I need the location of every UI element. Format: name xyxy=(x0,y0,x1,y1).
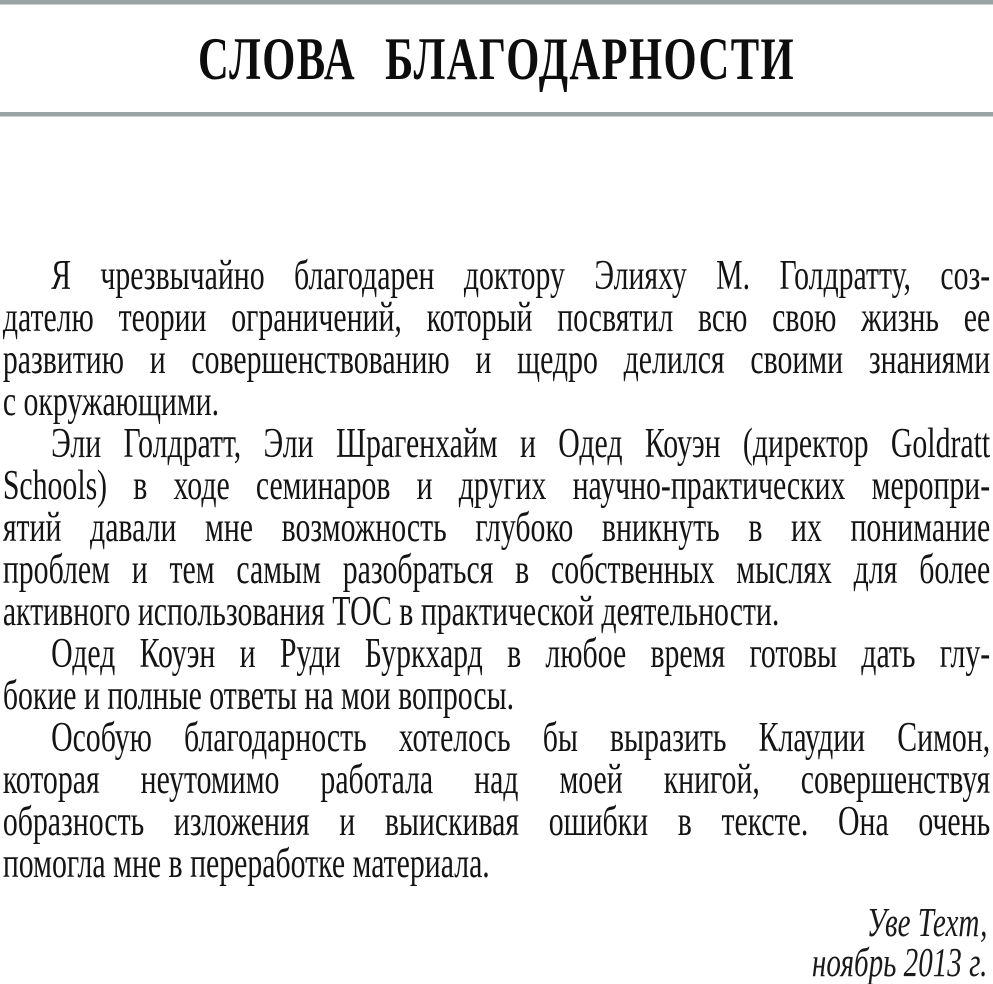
text-line: с окружающими. xyxy=(2,379,220,425)
signature-date: ноябрь 2013 г. xyxy=(811,939,988,984)
body-text xyxy=(0,255,993,885)
text-line: помогла мне в переработке материала. xyxy=(2,841,490,887)
text-line: ятий давали мне возможность глубоко вникнуть в их понимание xyxy=(2,505,991,551)
signature-author: Уве Техт, xyxy=(866,899,988,945)
signature xyxy=(0,899,993,984)
text-line: Особую благодарность хотелось бы выразить Клаудии Симон, xyxy=(51,715,991,761)
text-line: которая неутомимо работала над моей книгой, совершенствуя xyxy=(2,757,991,803)
header-rule-bottom xyxy=(0,112,993,117)
text-line: Одед Коуэн и Руди Буркхард в любое время готовы дать глу- xyxy=(51,631,991,677)
text-line: Эли Голдратт, Эли Шрагенхайм и Одед Коуэн (директор Goldratt xyxy=(51,421,991,467)
content-column xyxy=(0,255,993,982)
header xyxy=(0,27,993,91)
text-line: активного использования ТОС в практической деятельности. xyxy=(2,589,780,635)
text-line: образность изложения и выискивая ошибки в тексте. Она очень xyxy=(2,799,991,845)
text-line: Schools) в ходе семинаров и других научно-практических меропри- xyxy=(2,463,991,509)
header-rule-top xyxy=(0,0,993,5)
text-line: развитию и совершенствованию и щедро делился своими знаниями xyxy=(2,337,991,383)
text-line: Я чрезвычайно благодарен доктору Элияху М. Голдратту, соз- xyxy=(51,253,991,299)
text-line: проблем и тем самым разобраться в собственных мыслях для более xyxy=(2,547,991,593)
text-line: дателю теории ограничений, который посвятил всю свою жизнь ее xyxy=(2,295,991,341)
page-title: СЛОВА БЛАГОДАРНОСТИ xyxy=(197,26,796,92)
text-line: бокие и полные ответы на мои вопросы. xyxy=(2,673,515,719)
